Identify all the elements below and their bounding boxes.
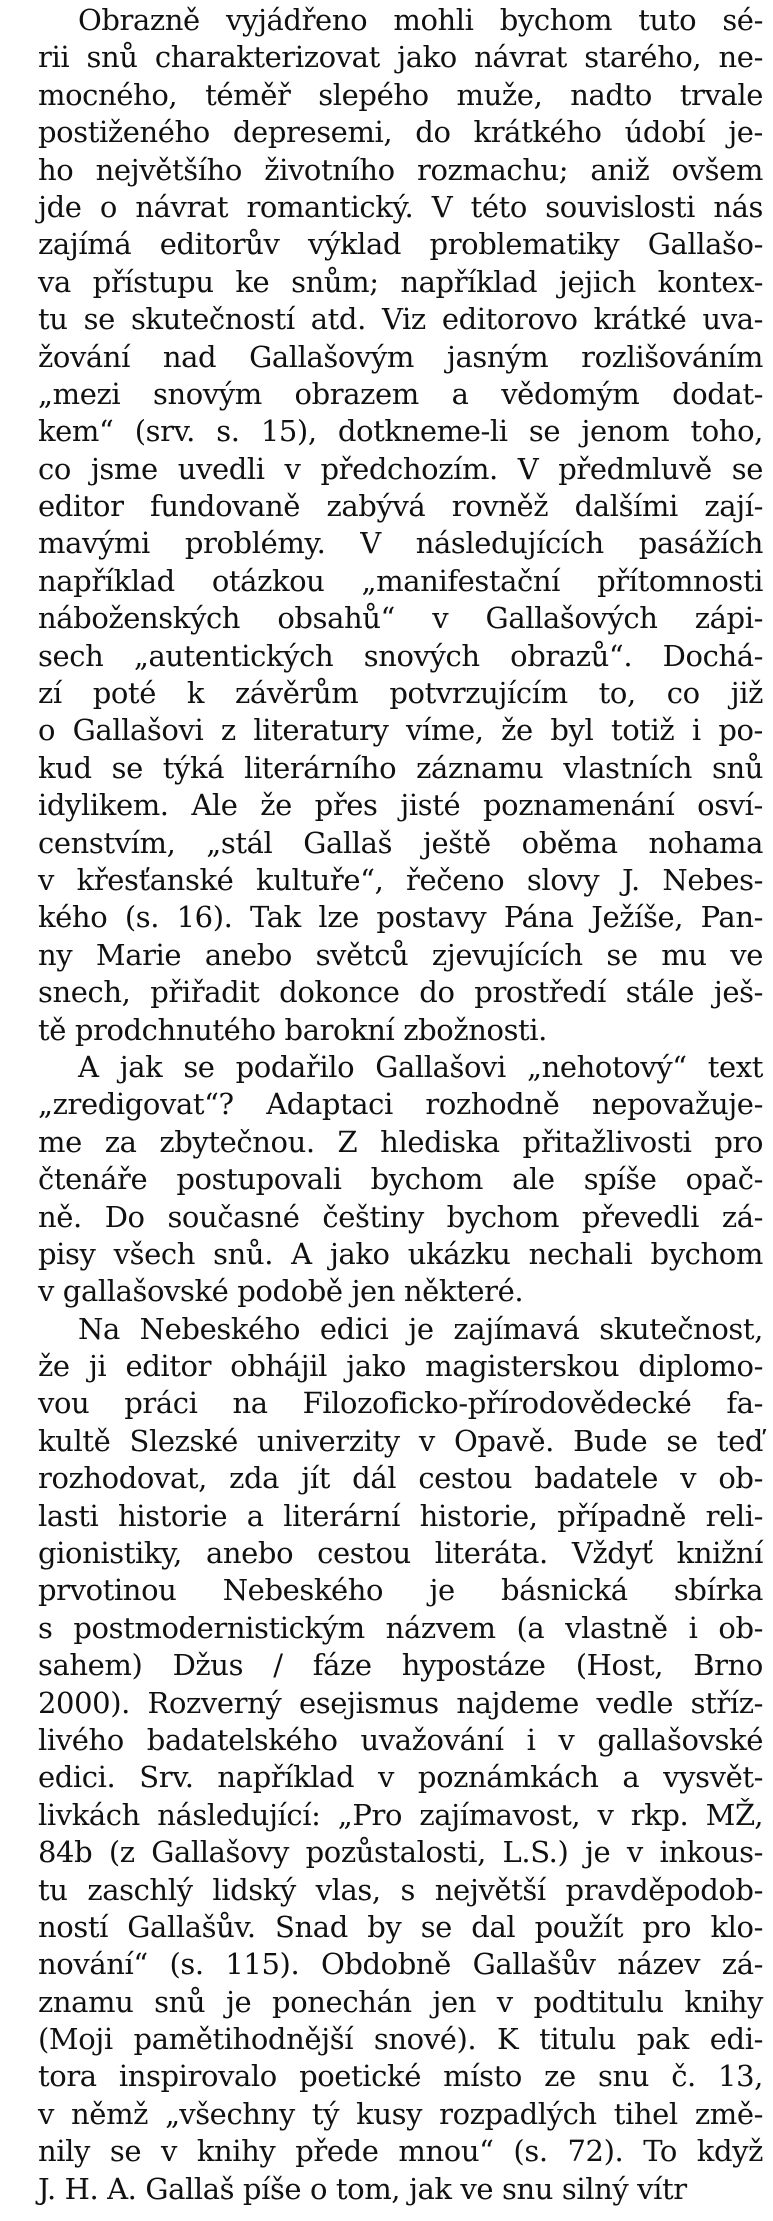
text-line: ny Marie anebo světců zjevujících se mu ve	[38, 937, 763, 972]
text-line: lasti historie a literární historie, případně reli-	[38, 1498, 763, 1533]
text-line: nily se v knihy přede mnou“ (s. 72). To když	[38, 2134, 763, 2169]
text-line: Obrazně vyjádřeno mohli bychom tuto sé-	[78, 3, 763, 37]
text-line: tu zaschlý lidský vlas, s největší pravděpodob-	[38, 1872, 763, 1907]
text-line: tora inspirovalo poetické místo ze snu č. 13,	[38, 2059, 763, 2094]
text-line: tě prodchnutého barokní zbožnosti.	[38, 1012, 547, 1047]
text-line: gionistiky, anebo cestou literáta. Vždyť knižní	[38, 1536, 764, 1571]
text-line: náboženských obsahů“ v Gallašových zápi-	[38, 601, 763, 636]
text-line: pisy všech snů. A jako ukázku nechali bychom	[38, 1236, 763, 1271]
text-line: livkách následující: „Pro zajímavost, v rkp. MŽ,	[38, 1797, 764, 1832]
text-line: me za zbytečnou. Z hlediska přitažlivosti pro	[38, 1124, 764, 1159]
text-line: rozhodovat, zda jít dál cestou badatele v ob-	[38, 1461, 763, 1496]
text-line: idylikem. Ale že přes jisté poznamenání osví-	[38, 788, 763, 823]
text-line: edici. Srv. například v poznámkách a vysvět-	[38, 1760, 763, 1795]
text-line: znamu snů je ponechán jen v podtitulu knihy	[38, 1984, 763, 2019]
text-line: že ji editor obhájil jako magisterskou diplomo-	[38, 1349, 763, 1384]
text-line: mocného, téměř slepého muže, nadto trvale	[38, 77, 764, 112]
text-line: kem“ (srv. s. 15), dotkneme-li se jenom toho,	[38, 414, 763, 449]
paragraph	[38, 1311, 763, 2208]
text-line: kud se týká literárního záznamu vlastních snů	[38, 750, 764, 785]
text-line: s postmodernistickým názvem (a vlastně i ob-	[38, 1610, 764, 1645]
text-line: ně. Do současné češtiny bychom převedli zá-	[38, 1199, 763, 1234]
text-line: prvotinou Nebeského je básnická sbírka	[38, 1573, 763, 1608]
text-line: vou práci na Filozoficko-přírodovědecké fa-	[38, 1386, 763, 1421]
text-line: censtvím, „stál Gallaš ještě oběma nohama	[38, 825, 764, 860]
text-line: „zredigovat“? Adaptaci rozhodně nepovažuje-	[38, 1087, 763, 1122]
text-line: J. H. A. Gallaš píše o tom, jak ve snu silný vítr	[38, 2171, 687, 2206]
paragraph	[38, 2, 763, 1049]
text-line: zí poté k závěrům potvrzujícím to, co již	[38, 676, 763, 711]
text-line: v němž „všechny tý kusy rozpadlých tihel změ-	[38, 2096, 763, 2131]
text-line: rii snů charakterizovat jako návrat starého, ne-	[38, 40, 763, 75]
text-line: čtenáře postupovali bychom ale spíše opač-	[38, 1162, 763, 1197]
text-line: Na Nebeského edici je zajímavá skutečnost,	[78, 1311, 763, 1346]
text-line: kultě Slezské univerzity v Opavě. Bude se teď	[38, 1423, 763, 1458]
paragraph	[38, 1049, 763, 1311]
text-line: livého badatelského uvažování i v gallašovské	[38, 1722, 763, 1757]
text-line: ho největšího životního rozmachu; aniž ovšem	[38, 152, 764, 187]
text-line: snech, přiřadit dokonce do prostředí stále ješ-	[38, 975, 764, 1010]
text-line: postiženého depresemi, do krátkého údobí je-	[38, 115, 763, 150]
text-line: v křesťanské kultuře“, řečeno slovy J. Nebes-	[38, 862, 763, 897]
text-line: editor fundovaně zabývá rovněž dalšími zají-	[38, 489, 763, 524]
text-line: ností Gallašův. Snad by se dal použít pro klo-	[38, 1909, 763, 1944]
text-line: sahem) Džus / fáze hypostáze (Host, Brno	[38, 1648, 763, 1683]
text-line: o Gallašovi z literatury víme, že byl totiž i po-	[38, 713, 763, 748]
text-line: tu se skutečností atd. Viz editorovo krátké uva-	[38, 302, 763, 337]
text-line: například otázkou „manifestační přítomnosti	[38, 563, 763, 598]
text-line: 2000). Rozverný esejismus najdeme vedle stříz-	[38, 1685, 763, 1720]
text-line: „mezi snovým obrazem a vědomým dodat-	[38, 376, 763, 411]
text-line: nování“ (s. 115). Obdobně Gallašův název zá-	[38, 1947, 763, 1982]
text-line: 84b (z Gallašovy pozůstalosti, L.S.) je v inkous-	[38, 1835, 763, 1870]
text-line: (Moji pamětihodnější snové). K titulu pak edi-	[38, 2022, 763, 2057]
text-line: kého (s. 16). Tak lze postavy Pána Ježíše, Pan-	[38, 900, 763, 935]
text-line: co jsme uvedli v předchozím. V předmluvě se	[38, 451, 763, 486]
text-line: v gallašovské podobě jen některé.	[38, 1274, 524, 1309]
text-column	[38, 2, 763, 2208]
text-line: zajímá editorův výklad problematiky Gallašo-	[38, 227, 763, 262]
text-line: jde o návrat romantický. V této souvislosti nás	[38, 189, 764, 224]
text-line: A jak se podařilo Gallašovi „nehotový“ text	[78, 1049, 763, 1084]
text-line: sech „autentických snových obrazů“. Dochá-	[38, 638, 764, 673]
text-line: žování nad Gallašovým jasným rozlišováním	[38, 339, 763, 374]
text-line: va přístupu ke snům; například jejich kontex-	[38, 264, 764, 299]
text-line: mavými problémy. V následujících pasážích	[38, 526, 764, 561]
